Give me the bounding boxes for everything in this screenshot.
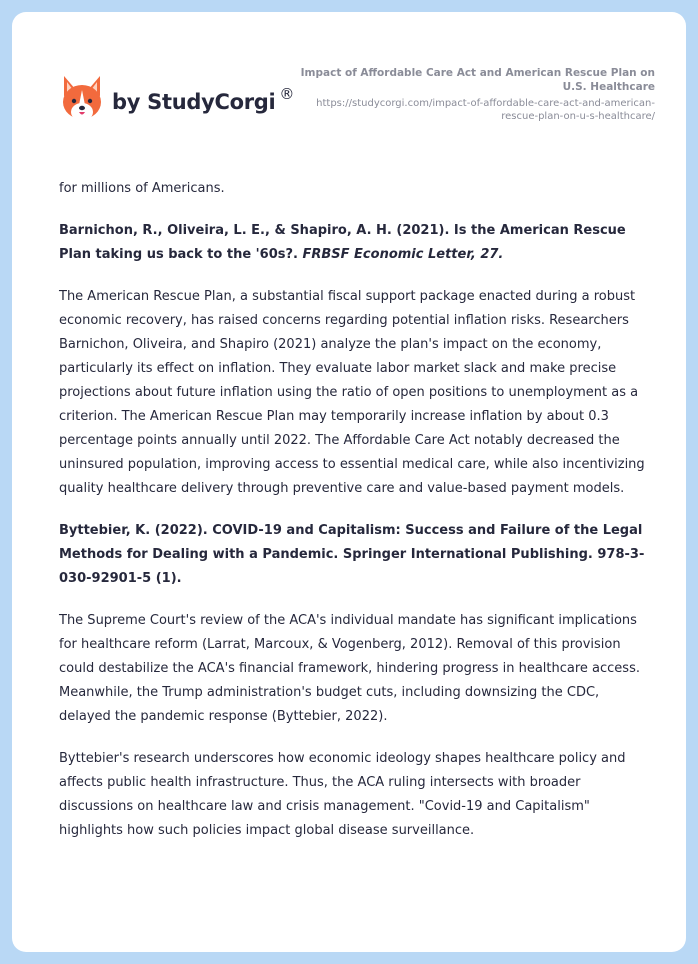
journal-title: FRBSF Economic Letter bbox=[302, 247, 471, 262]
source-url[interactable]: https://studycorgi.com/impact-of-affordable-care-act-and-american-rescue-plan-on-u-s-healthcare/ bbox=[316, 98, 655, 122]
reference-barnichon: Barnichon, R., Oliveira, L. E., & Shapiro, A. H. (2021). Is the American Rescue Plan taking us back to the '60s?. FRBSF Economic Letter, 27. bbox=[59, 223, 626, 262]
paragraph-supreme-court: The Supreme Court's review of the ACA's individual mandate has significant implications for healthcare reform (Larrat, Marcoux, & Vogenberg, 2012). Removal of this provision could destabilize the ACA's financial framework, hindering progress in healthcare access. Meanwhile, the Trump administration's budget cuts, including downsizing the CDC, delayed the pandemic response (Byttebier, 2022). bbox=[59, 613, 640, 724]
source-info bbox=[295, 66, 655, 123]
page-header bbox=[12, 12, 686, 152]
reference-byttebier: Byttebier, K. (2022). COVID-19 and Capitalism: Success and Failure of the Legal Methods for Dealing with a Pandemic. Springer International Publishing. 978-3-030-92901-5 (1). bbox=[59, 523, 645, 586]
paragraph-american-rescue-plan: The American Rescue Plan, a substantial fiscal support package enacted during a robust economic recovery, has raised concerns regarding potential inflation risks. Researchers Barnichon, Oliveira, and Shapiro (2021) analyze the plan's impact on the economy, particularly its effect on inflation. They evaluate labor market slack and make precise projections about future inflation using the ratio of open positions to unemployment as a criterion. The American Rescue Plan may temporarily increase inflation by about 0.3 percentage points annually until 2022. The Affordable Care Act notably decreased the uninsured population, improving access to essential medical care, while also incentivizing quality healthcare delivery through preventive care and value-based payment models. bbox=[59, 289, 645, 496]
document-page bbox=[12, 12, 686, 952]
continuation-text: for millions of Americans. bbox=[59, 181, 225, 196]
brand-name: by StudyCorgi ® bbox=[112, 85, 295, 114]
corgi-logo-icon bbox=[60, 74, 104, 122]
journal-volume: 27 bbox=[480, 247, 499, 262]
studycorgi-logo[interactable] bbox=[60, 74, 294, 122]
source-title: Impact of Affordable Care Act and American Rescue Plan on U.S. Healthcare bbox=[300, 67, 655, 93]
document-body bbox=[59, 177, 649, 861]
paragraph-byttebier-research: Byttebier's research underscores how economic ideology shapes healthcare policy and affects public health infrastructure. Thus, the ACA ruling intersects with broader discussions on healthcare law and crisis management. "Covid-19 and Capitalism" highlights how such policies impact global disease surveillance. bbox=[59, 751, 626, 838]
registered-mark: ® bbox=[279, 85, 295, 103]
